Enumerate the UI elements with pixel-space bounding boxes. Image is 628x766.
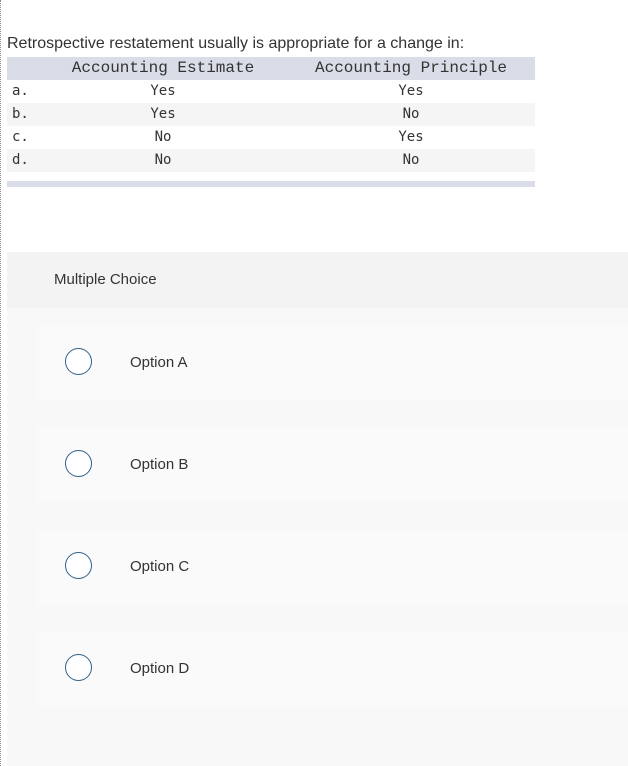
option-label: Option B [130,456,189,473]
row-principle-value: No [402,106,420,122]
radio-button-icon[interactable] [65,348,92,375]
row-principle-value: Yes [398,83,424,99]
row-letter: c. [12,129,29,145]
option-label: Option A [130,354,188,371]
answer-table [7,57,535,187]
radio-button-icon[interactable] [65,654,92,681]
row-letter: b. [12,106,29,122]
header-accounting-principle: Accounting Principle [314,59,508,77]
multiple-choice-panel [7,252,628,766]
row-estimate-value: No [154,129,172,145]
table-header-row [7,57,535,80]
option-d[interactable] [37,632,628,706]
row-estimate-value: Yes [150,106,176,122]
row-estimate-value: Yes [150,83,176,99]
option-label: Option C [130,558,190,575]
row-principle-value: No [402,152,420,168]
table-footer-divider [7,181,535,187]
row-letter: a. [12,83,29,99]
header-accounting-estimate: Accounting Estimate [71,59,255,77]
option-label: Option D [130,660,190,677]
options-container [7,308,628,766]
radio-button-icon[interactable] [65,450,92,477]
question-text: Retrospective restatement usually is appropriate for a change in: [7,35,465,52]
option-c[interactable] [37,530,628,604]
table-row [7,149,535,172]
radio-button-icon[interactable] [65,552,92,579]
table-row [7,126,535,149]
multiple-choice-label: Multiple Choice [54,271,157,288]
table-row [7,80,535,103]
option-b[interactable] [37,428,628,502]
option-a[interactable] [37,326,628,400]
table-row [7,103,535,126]
row-principle-value: Yes [398,129,424,145]
row-estimate-value: No [154,152,172,168]
row-letter: d. [12,152,29,168]
